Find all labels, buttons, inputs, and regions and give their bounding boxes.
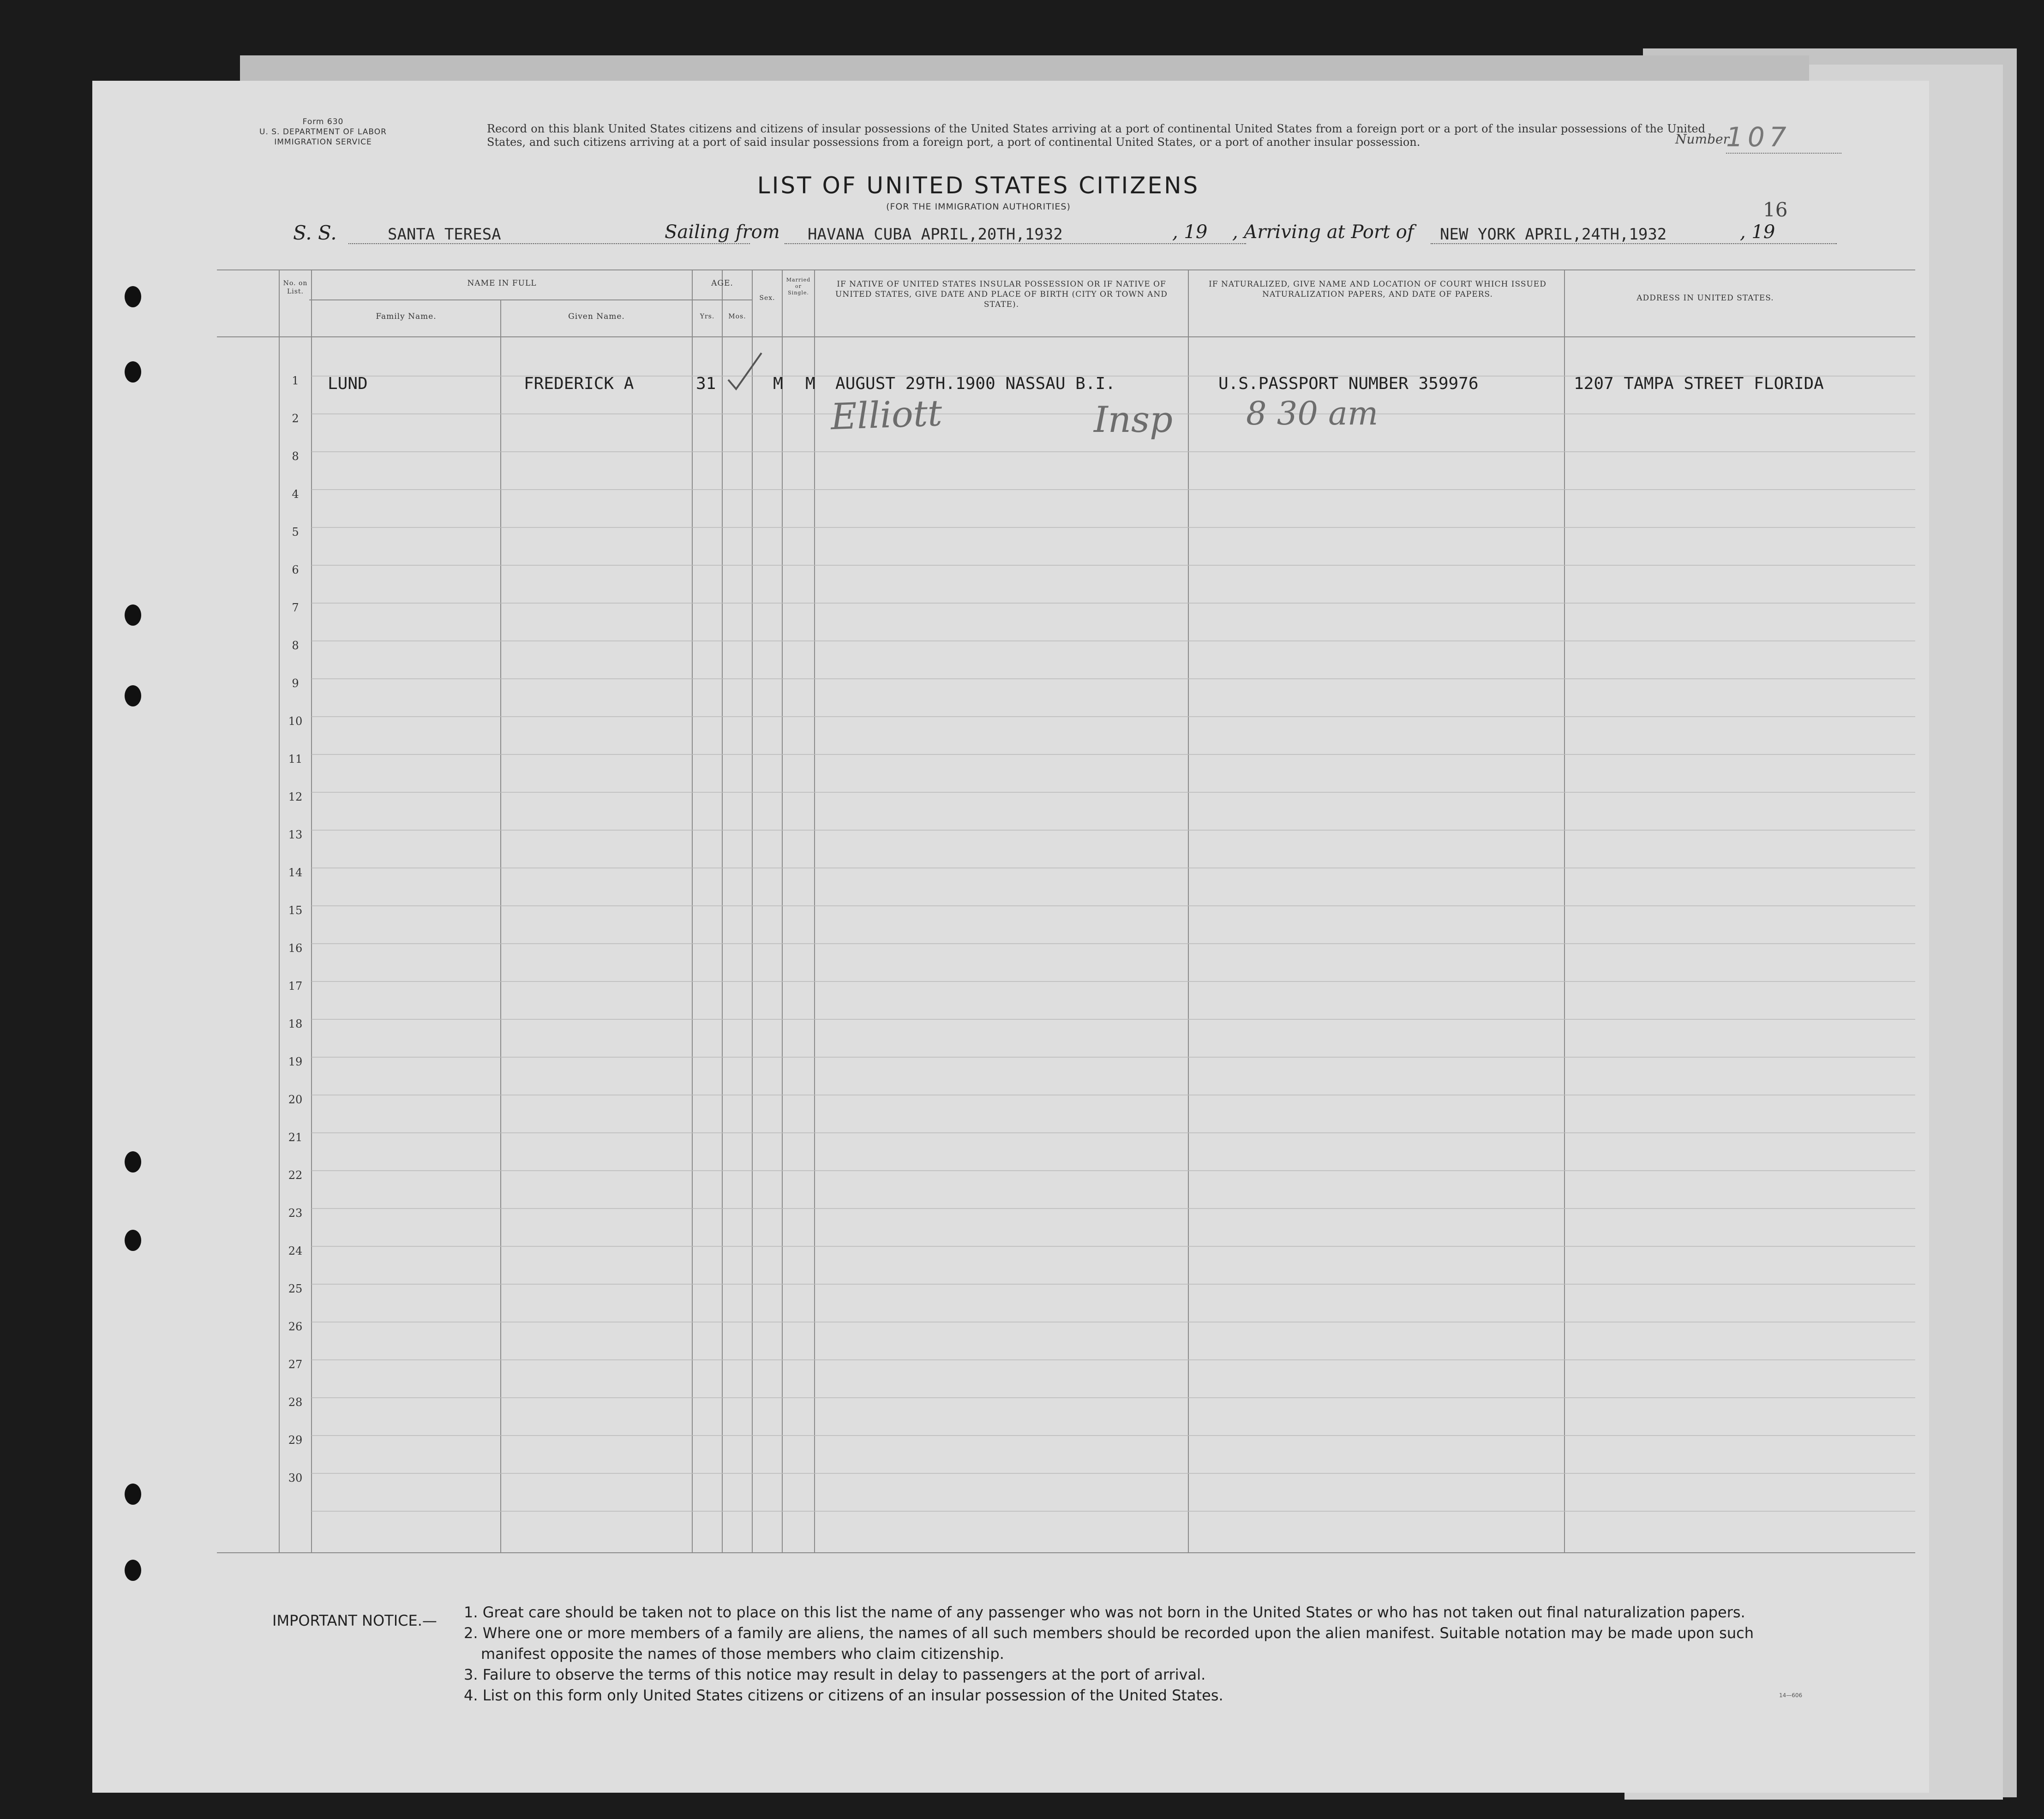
number-value: 107	[1726, 121, 1841, 154]
row-number: 5	[292, 526, 299, 539]
row-number: 30	[288, 1472, 303, 1484]
row-number: 9	[292, 677, 299, 690]
row-number: 27	[288, 1358, 303, 1371]
header-mos: Mos.	[728, 313, 746, 320]
notice-item-2-cont: manifest opposite the names of those members who claim citizenship.	[481, 1645, 1004, 1663]
ss-label: S. S.	[293, 221, 337, 244]
naturalization-cell: U.S.PASSPORT NUMBER 359976	[1218, 374, 1479, 393]
row-number: 4	[292, 488, 299, 501]
sailing-label: Sailing from	[665, 221, 780, 243]
year-prefix-1: , 19	[1172, 221, 1208, 243]
row-number: 6	[292, 563, 299, 576]
row-number: 16	[288, 942, 303, 955]
header-address: ADDRESS IN UNITED STATES.	[1636, 293, 1774, 303]
row-number: 13	[288, 828, 303, 841]
row-number: 19	[288, 1055, 303, 1068]
number-label: Number	[1675, 132, 1729, 147]
department-name: U. S. DEPARTMENT OF LABOR	[259, 127, 387, 137]
table-grid	[92, 81, 1929, 1793]
given-name-cell: FREDERICK A	[524, 374, 634, 393]
page-subtitle: (FOR THE IMMIGRATION AUTHORITIES)	[886, 202, 1071, 212]
marital-status-cell: M	[805, 374, 815, 393]
family-name-cell: LUND	[328, 374, 368, 393]
row-number: 17	[288, 980, 303, 993]
intro-text: Record on this blank United States citizens and citizens of insular possessions of the United States arriving at a port of continental United States from a foreign port or a port of the insular possessions of the United States, and such citizens arriving at a port of said insular possessions from a foreign port, a port of continental United States, or a port of another insular possession.	[487, 122, 1705, 149]
row-number: 14	[288, 866, 303, 879]
handwritten-inspector-name: Elliott	[830, 392, 943, 438]
header-married: Married or Single.	[786, 277, 811, 296]
sailing-value: HAVANA CUBA APRIL,20TH,1932	[808, 225, 1063, 244]
service-name: IMMIGRATION SERVICE	[274, 138, 372, 147]
ship-name: SANTA TERESA	[388, 225, 501, 244]
row-number: 12	[288, 790, 303, 803]
row-number: 15	[288, 904, 303, 917]
header-native: IF NATIVE OF UNITED STATES INSULAR POSSESSION OR IF NATIVE OF UNITED STATES, GIVE DATE AND PLACE OF BIRTH (CITY OR TOWN AND STATE).	[835, 280, 1168, 309]
handwritten-insp: Insp	[1094, 399, 1173, 441]
row-number: 29	[288, 1434, 303, 1447]
row-number: 10	[288, 715, 303, 728]
header-sex: Sex.	[759, 294, 775, 302]
notice-item-3: 3. Failure to observe the terms of this notice may result in delay to passengers at the port of arrival.	[464, 1666, 1206, 1683]
handwritten-time: 8 30 am	[1246, 395, 1379, 432]
row-number: 21	[288, 1131, 303, 1144]
header-given-name: Given Name.	[568, 312, 625, 321]
notice-item-1: 1. Great care should be taken not to place on this list the name of any passenger who was not born in the United States or who has not taken out final naturalization papers.	[464, 1604, 1745, 1621]
header-no: No. on List.	[283, 280, 308, 295]
arriving-value: NEW YORK APRIL,24TH,1932	[1440, 225, 1667, 244]
form-code: 14—606	[1779, 1692, 1803, 1699]
header-naturalized: IF NATURALIZED, GIVE NAME AND LOCATION OF COURT WHICH ISSUED NATURALIZATION PAPERS, AND DATE OF PAPERS.	[1209, 280, 1546, 299]
form-number: Form 630	[302, 117, 344, 126]
address-cell: 1207 TAMPA STREET FLORIDA	[1574, 374, 1824, 393]
age-years-cell: 31	[696, 374, 716, 393]
row-number: 2	[292, 412, 299, 425]
row-number: 8	[292, 450, 299, 463]
header-age: AGE.	[711, 279, 733, 288]
notice-item-4: 4. List on this form only United States citizens or citizens of an insular possession of the United States.	[464, 1687, 1223, 1704]
row-number: 18	[288, 1017, 303, 1030]
sex-cell: M	[773, 374, 783, 393]
check-mark	[728, 353, 761, 389]
row-number: 23	[288, 1207, 303, 1220]
arriving-label: , Arriving at Port of	[1232, 221, 1414, 243]
row-number: 7	[292, 601, 299, 614]
row-number: 1	[292, 374, 299, 387]
notice-item-2: 2. Where one or more members of a family are aliens, the names of all such members should be recorded upon the alien manifest. Suitable notation may be made upon such	[464, 1624, 1754, 1642]
header-name-in-full: NAME IN FULL	[467, 279, 537, 288]
row-number: 25	[288, 1282, 303, 1295]
row-number: 11	[288, 753, 303, 766]
manifest-page	[92, 81, 1929, 1793]
row-number: 26	[288, 1320, 303, 1333]
birth-cell: AUGUST 29TH.1900 NASSAU B.I.	[835, 374, 1115, 393]
row-number: 20	[288, 1093, 303, 1106]
page-number: 16	[1763, 198, 1788, 221]
year-prefix-2: , 19	[1740, 221, 1775, 243]
page-title: LIST OF UNITED STATES CITIZENS	[757, 172, 1200, 199]
header-family-name: Family Name.	[376, 312, 437, 321]
header-yrs: Yrs.	[700, 313, 715, 320]
row-number: 24	[288, 1245, 303, 1257]
notice-label: IMPORTANT NOTICE.—	[272, 1612, 437, 1629]
row-number: 8	[292, 639, 299, 652]
row-number: 28	[288, 1396, 303, 1409]
row-number: 22	[288, 1169, 303, 1182]
